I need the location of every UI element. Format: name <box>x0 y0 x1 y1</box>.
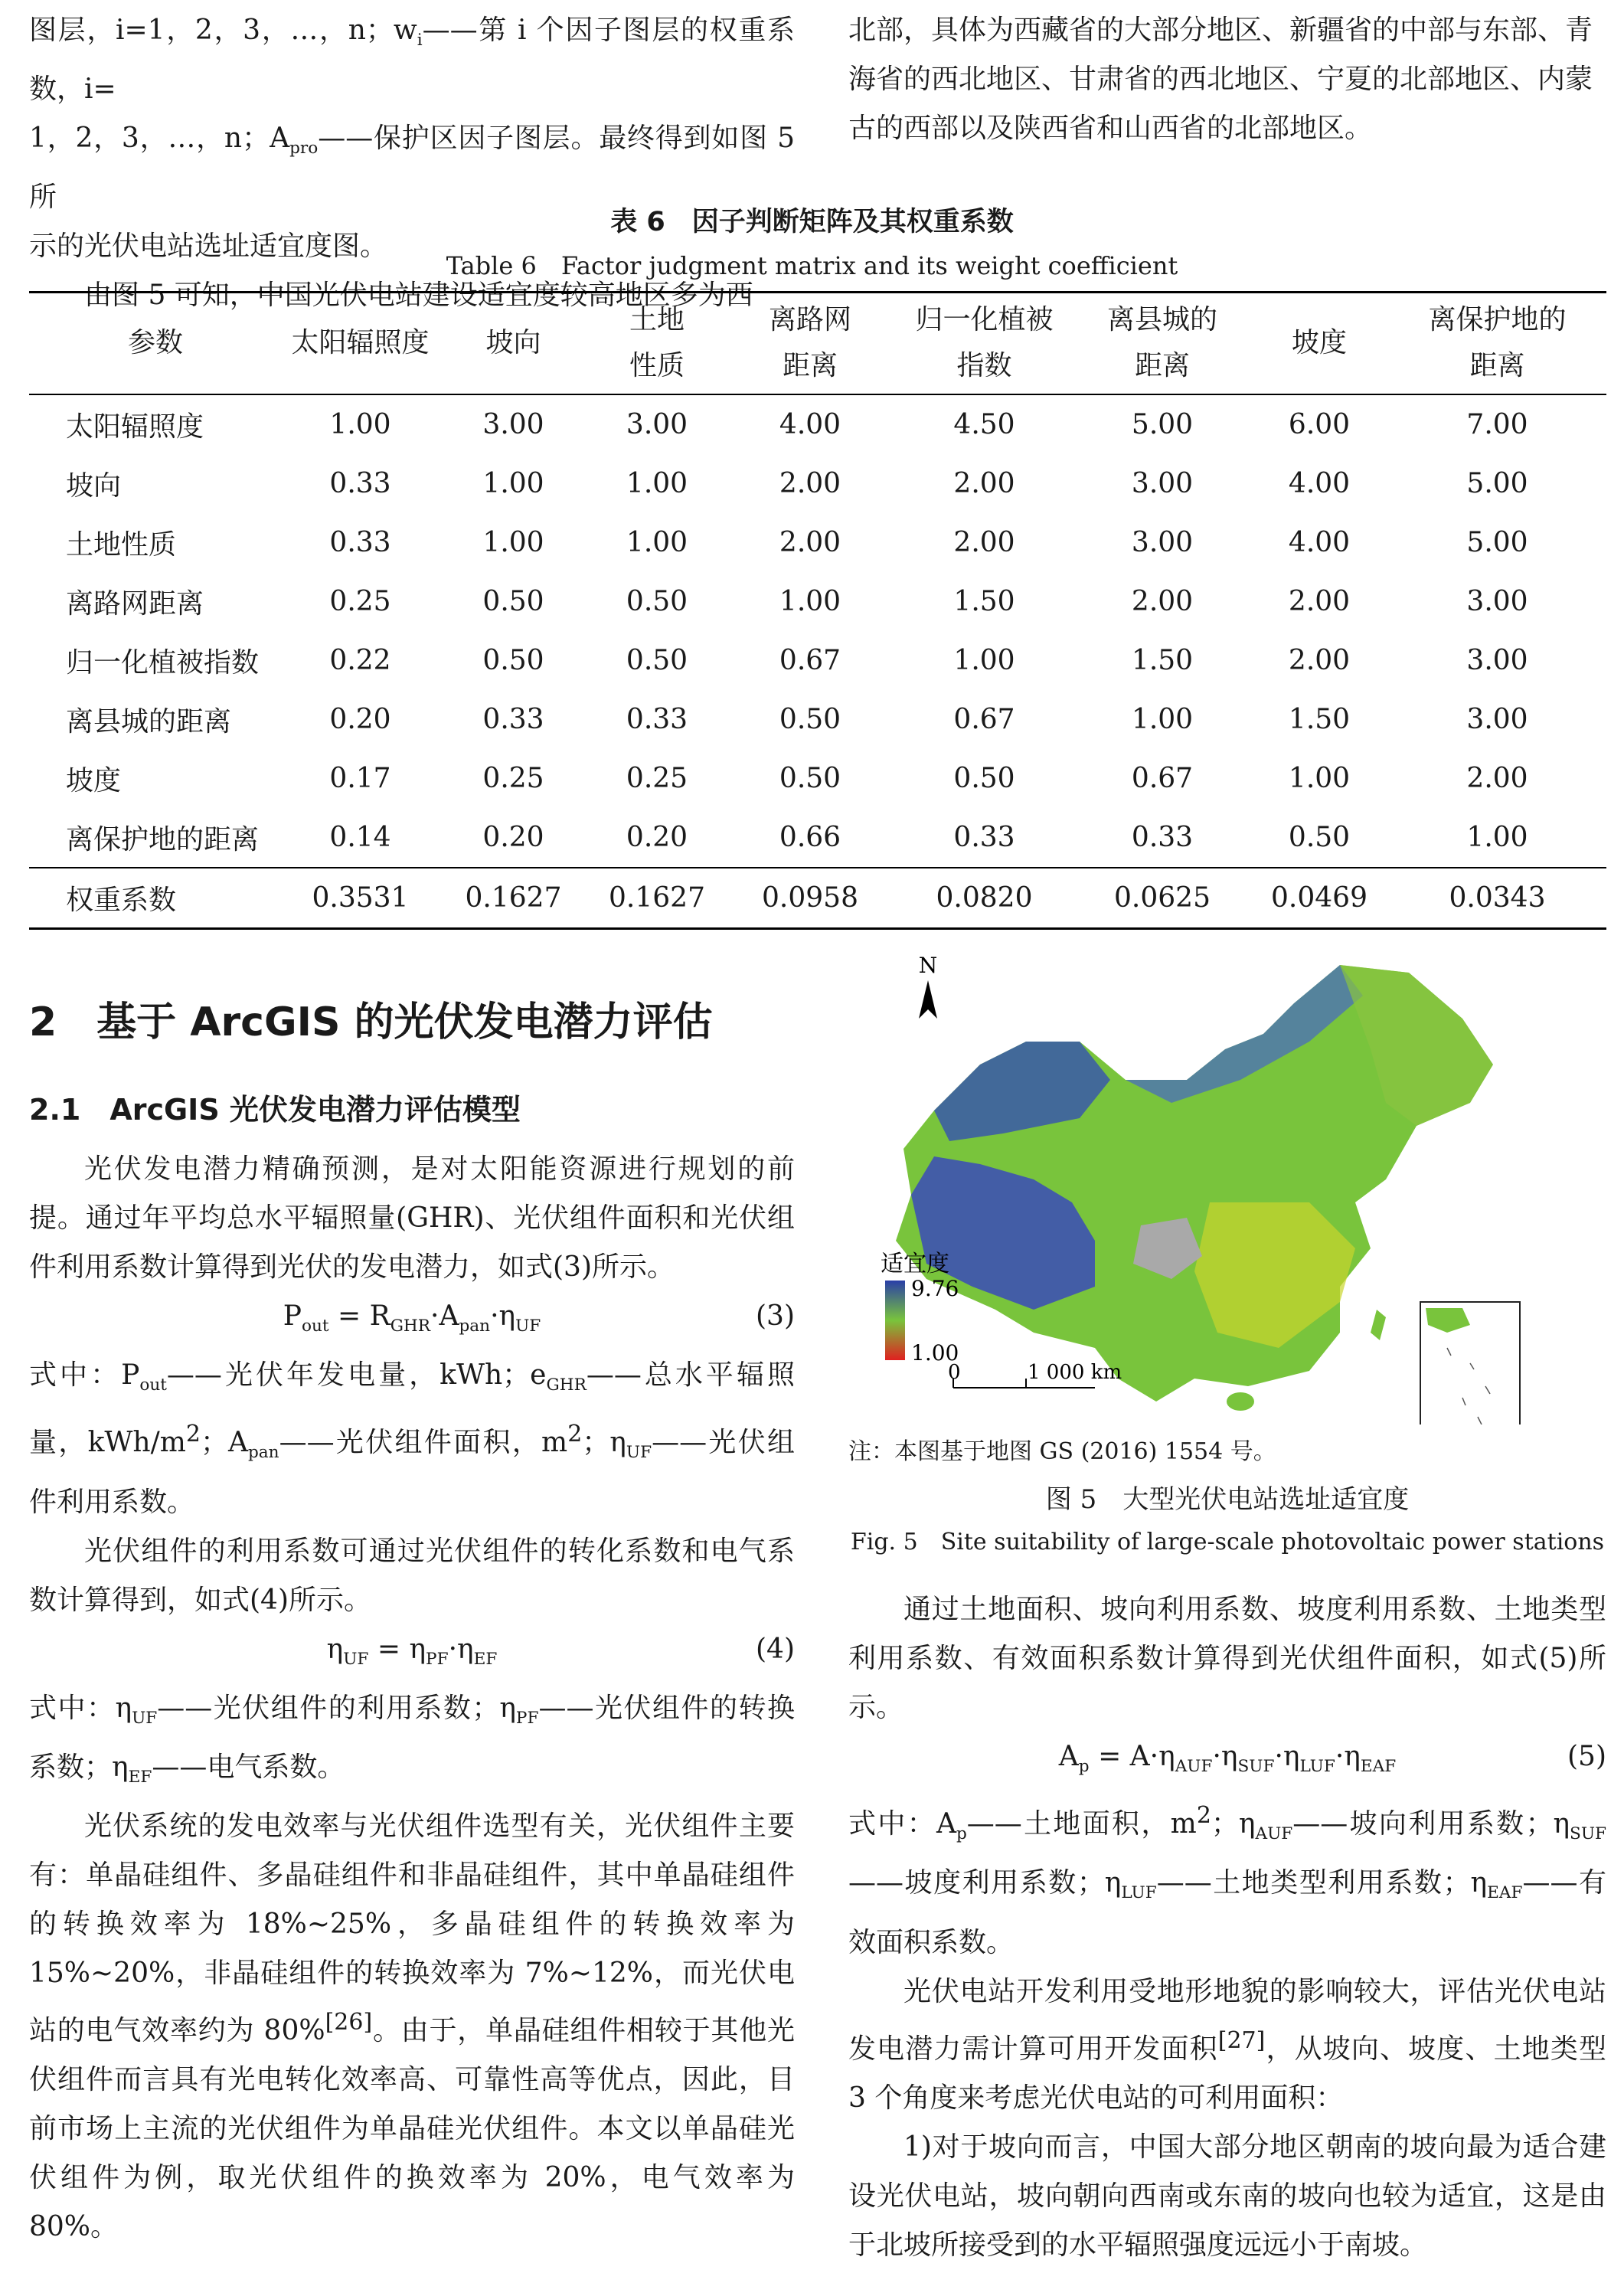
table-cell: 1.00 <box>1288 763 1351 794</box>
table-cell: 0.0820 <box>894 868 1074 929</box>
figure-5-map <box>881 950 1585 1424</box>
table-row <box>29 394 1606 454</box>
row-label: 离保护地的距离 <box>66 824 260 855</box>
subsection-heading: 2.1 ArcGIS 光伏发电潜力评估模型 <box>29 1093 521 1127</box>
table-cell: 1.50 <box>953 586 1015 617</box>
table-cell: 3.00 <box>1131 468 1194 499</box>
text-line: 示的光伏电站选址适宜度图。 <box>29 231 388 263</box>
legend-title: 适宜度 <box>881 1251 949 1277</box>
text-line: 图层，i=1，2，3，…，n；$w_i——$第 i 个因子图层的权重系数，i= <box>29 15 795 106</box>
column-header: 参数 <box>29 293 282 394</box>
paragraph: 通过土地面积、坡向利用系数、坡度利用系数、土地类型利用系数、有效面积系数计算得到光伏组件面积，如式(5)所示。 <box>848 1594 1606 1723</box>
table-row <box>29 690 1606 749</box>
table-cell: 0.50 <box>1288 822 1351 853</box>
table-cell: 0.67 <box>1131 763 1194 794</box>
table-cell: 4.00 <box>1288 527 1351 558</box>
table-cell: 1.00 <box>482 527 544 558</box>
table-cell: 2.00 <box>779 468 841 499</box>
column-header: 坡度 <box>1250 293 1388 394</box>
table-cell: 0.25 <box>329 586 391 617</box>
legend-color-bar <box>885 1281 905 1360</box>
table-row <box>29 749 1606 808</box>
table-cell: 0.0958 <box>726 868 894 929</box>
table-cell: 0.50 <box>779 704 841 735</box>
table-cell: 1.00 <box>329 409 391 440</box>
equation-text: $A_p = A\cdot\eta_{AUF}\cdot\eta_{SUF}\cdot\eta_{LUF}\cdot\eta_{EAF}$ <box>1058 1741 1397 1777</box>
paragraph: 由图 5 可知，中国光伏电站建设适宜度较高地区多为西 <box>84 280 753 312</box>
table-cell: 3.00 <box>482 409 544 440</box>
row-label: 离路网距离 <box>66 588 204 620</box>
table-cell: 0.67 <box>779 645 841 676</box>
table-cell: 2.00 <box>1466 763 1528 794</box>
row-label: 归一化植被指数 <box>66 647 260 679</box>
row-label: 土地性质 <box>66 529 177 561</box>
table-row <box>29 454 1606 513</box>
hainan-island <box>1227 1392 1254 1411</box>
text-line: 古的西部以及陕西省和山西省的北部地区。 <box>848 113 1373 144</box>
table-title-en: Table 6 Factor judgment matrix and its weight coefficient <box>446 251 1178 280</box>
figure-note: 注：本图基于地图 GS (2016) 1554 号。 <box>848 1438 1276 1465</box>
table-cell: 0.50 <box>779 763 841 794</box>
table-cell: 2.00 <box>953 468 1015 499</box>
table-cell: 0.67 <box>953 704 1015 735</box>
table-cell: 0.20 <box>329 704 391 735</box>
table-row <box>29 631 1606 690</box>
column-header: 归一化植被 指数 <box>894 293 1074 394</box>
table-cell: 2.00 <box>779 527 841 558</box>
table-cell: 0.25 <box>626 763 688 794</box>
table-cell: 0.22 <box>329 645 391 676</box>
table-cell: 0.0343 <box>1388 868 1606 929</box>
table-row <box>29 808 1606 868</box>
section-heading: 2 基于 ArcGIS 的光伏发电潜力评估 <box>29 999 713 1045</box>
paragraph: 式中：$P_{out}——$光伏年发电量，kWh；$e_{GHR}——$总水平辐照量，kWh/$m^2$；$A_{pan}——$光伏组件面积，$m^2$；$\eta_{UF}——$光伏组件利用系数。 <box>29 1359 795 1518</box>
table-cell: 0.33 <box>482 704 544 735</box>
table-cell: 0.20 <box>626 822 688 853</box>
equation-number: (3) <box>756 1300 795 1332</box>
table-cell: 0.33 <box>329 527 391 558</box>
table-cell: 1.50 <box>1288 704 1351 735</box>
table-cell: 0.66 <box>779 822 841 853</box>
column-header: 土地 性质 <box>588 293 726 394</box>
table-body <box>29 394 1606 929</box>
north-label: N <box>918 953 938 978</box>
table-cell: 5.00 <box>1466 527 1528 558</box>
table-cell: 0.50 <box>626 645 688 676</box>
table-cell: 0.0469 <box>1250 868 1388 929</box>
table-cell: 0.50 <box>953 763 1015 794</box>
paragraph: 光伏电站开发利用受地形地貌的影响较大，评估光伏电站发电潜力需计算可用开发面积[27]，从坡向、坡度、土地类型 3 个角度来考虑光伏电站的可利用面积： <box>848 1975 1606 2114</box>
table-row <box>29 572 1606 631</box>
table-cell: 0.1627 <box>588 868 726 929</box>
table-cell: 1.00 <box>626 527 688 558</box>
table-cell: 3.00 <box>1466 586 1528 617</box>
equation-number: (5) <box>1567 1741 1606 1772</box>
weight-row <box>29 868 1606 929</box>
equation-3 <box>29 1292 795 1351</box>
equation-5 <box>848 1732 1606 1791</box>
table-cell: 0.50 <box>482 645 544 676</box>
table-cell: 2.00 <box>1131 586 1194 617</box>
table-cell: 1.50 <box>1131 645 1194 676</box>
figure-caption-cn: 图 5 大型光伏电站选址适宜度 <box>1045 1484 1410 1515</box>
table-cell: 0.1627 <box>439 868 588 929</box>
table-cell: 1.00 <box>953 645 1015 676</box>
column-header: 太阳辐照度 <box>282 293 439 394</box>
paragraph: 光伏发电潜力精确预测，是对太阳能资源进行规划的前提。通过年平均总水平辐照量(GHR)、光伏组件面积和光伏组件利用系数计算得到光伏的发电潜力，如式(3)所示。 <box>29 1153 795 1283</box>
equation-text: $P_{out} = R_{GHR}\cdot A_{pan}\cdot\eta_{UF}$ <box>283 1300 541 1336</box>
row-label: 太阳辐照度 <box>66 411 204 443</box>
figure-caption-en: Fig. 5 Site suitability of large-scale photovoltaic power stations <box>850 1529 1605 1555</box>
table-cell: 0.0625 <box>1074 868 1250 929</box>
table-cell: 2.00 <box>1288 586 1351 617</box>
table-title-cn: 表 6 因子判断矩阵及其权重系数 <box>610 207 1014 237</box>
table-cell: 5.00 <box>1466 468 1528 499</box>
table-cell: 6.00 <box>1288 409 1351 440</box>
paragraph: 式中：$A_p——$土地面积，$m^2$；$\eta_{AUF}——$坡向利用系数；$\eta_{SUF}——$坡度利用系数；$\eta_{LUF}——$土地类型利用系数；$\eta_{EAF}——$有效面积系数。 <box>848 1802 1607 1958</box>
north-arrow-icon <box>919 980 937 1019</box>
table-row <box>29 513 1606 572</box>
paragraph: 1)对于坡向而言，中国大部分地区朝南的坡向最为适合建设光伏电站，坡向朝向西南或东南的坡向也较为适宜，这是由于北坡所接受到的水平辐照强度远远小于南坡。 <box>848 2131 1606 2261</box>
table-cell: 1.00 <box>482 468 544 499</box>
right-body <box>848 1585 1606 2270</box>
table-header-row <box>29 293 1606 394</box>
table-cell: 1.00 <box>1466 822 1528 853</box>
table-cell: 1.00 <box>626 468 688 499</box>
table-cell: 2.00 <box>953 527 1015 558</box>
table-cell: 0.14 <box>329 822 391 853</box>
table-cell: 0.17 <box>329 763 391 794</box>
table-cell: 0.25 <box>482 763 544 794</box>
equation-4 <box>29 1625 795 1684</box>
scale-distance-label: 1 000 km <box>1028 1361 1122 1384</box>
text-line: 1，2，3，…，n；$A_{pro}——$保护区因子图层。最终得到如图 5 所 <box>29 123 795 214</box>
table-cell: 4.50 <box>953 409 1015 440</box>
text-line: 北部，具体为西藏省的大部分地区、新疆省的中部与东部、青 <box>848 15 1593 46</box>
left-body <box>29 1145 795 2252</box>
paragraph: 光伏组件的利用系数可通过光伏组件的转化系数和电气系数计算得到，如式(4)所示。 <box>29 1535 795 1616</box>
table-cell: 2.00 <box>1288 645 1351 676</box>
column-header: 离县城的 距离 <box>1074 293 1250 394</box>
table-cell: 3.00 <box>1466 645 1528 676</box>
text-line: 海省的西北地区、甘肃省的西北地区、宁夏的北部地区、内蒙 <box>848 64 1593 95</box>
table-cell: 0.20 <box>482 822 544 853</box>
row-label: 坡度 <box>66 765 122 796</box>
column-header: 坡向 <box>439 293 588 394</box>
row-label: 权重系数 <box>29 868 282 929</box>
table-cell: 3.00 <box>626 409 688 440</box>
paragraph: 式中：$\eta_{UF}——$光伏组件的利用系数；$\eta_{PF}——$光伏组件的转换系数；$\eta_{EF}——$电气系数。 <box>29 1692 795 1788</box>
table-cell: 0.33 <box>1131 822 1194 853</box>
top-right-text <box>848 6 1606 153</box>
legend-max-label: 9.76 <box>911 1276 959 1301</box>
column-header: 离保护地的 距离 <box>1388 293 1606 394</box>
taiwan-island <box>1371 1310 1386 1340</box>
table-cell: 3.00 <box>1131 527 1194 558</box>
table-cell: 1.00 <box>1131 704 1194 735</box>
table-cell: 5.00 <box>1131 409 1194 440</box>
table-cell: 4.00 <box>779 409 841 440</box>
table-cell: 0.33 <box>953 822 1015 853</box>
scale-zero-label: 0 <box>948 1361 961 1384</box>
table-cell: 0.50 <box>626 586 688 617</box>
table-cell: 1.00 <box>779 586 841 617</box>
table-cell: 7.00 <box>1466 409 1528 440</box>
table-cell: 0.33 <box>626 704 688 735</box>
china-suitability-map <box>881 950 1585 1424</box>
legend-min-label: 1.00 <box>911 1340 959 1366</box>
table-cell: 0.50 <box>482 586 544 617</box>
table-cell: 4.00 <box>1288 468 1351 499</box>
equation-text: $\eta_{UF} = \eta_{PF}\cdot\eta_{EF}$ <box>326 1633 498 1669</box>
factor-matrix-table <box>29 293 1606 930</box>
paragraph: 光伏系统的发电效率与光伏组件选型有关，光伏组件主要有：单晶硅组件、多晶硅组件和非晶硅组件，其中单晶硅组件的转换效率为 18%~25%，多晶硅组件的转换效率为 15%~20%，非晶硅组件的转换效率为 7%~12%，而光伏电站的电气效率约为 80%[26]。由于，单晶硅组件相较于其他光伏组件而言具有光电转化效率高、可靠性高等优点，因此，目前市场上主流的光伏组件为单晶硅光伏组件。本文以单晶硅光伏组件为例，取光伏组件的换效率为 20%，电气效率为 80%。 <box>29 1810 795 2243</box>
equation-number: (4) <box>756 1633 795 1665</box>
table-cell: 3.00 <box>1466 704 1528 735</box>
row-label: 坡向 <box>66 470 122 502</box>
table-cell: 0.33 <box>329 468 391 499</box>
table-cell: 0.3531 <box>282 868 439 929</box>
column-header: 离路网 距离 <box>726 293 894 394</box>
row-label: 离县城的距离 <box>66 706 232 738</box>
